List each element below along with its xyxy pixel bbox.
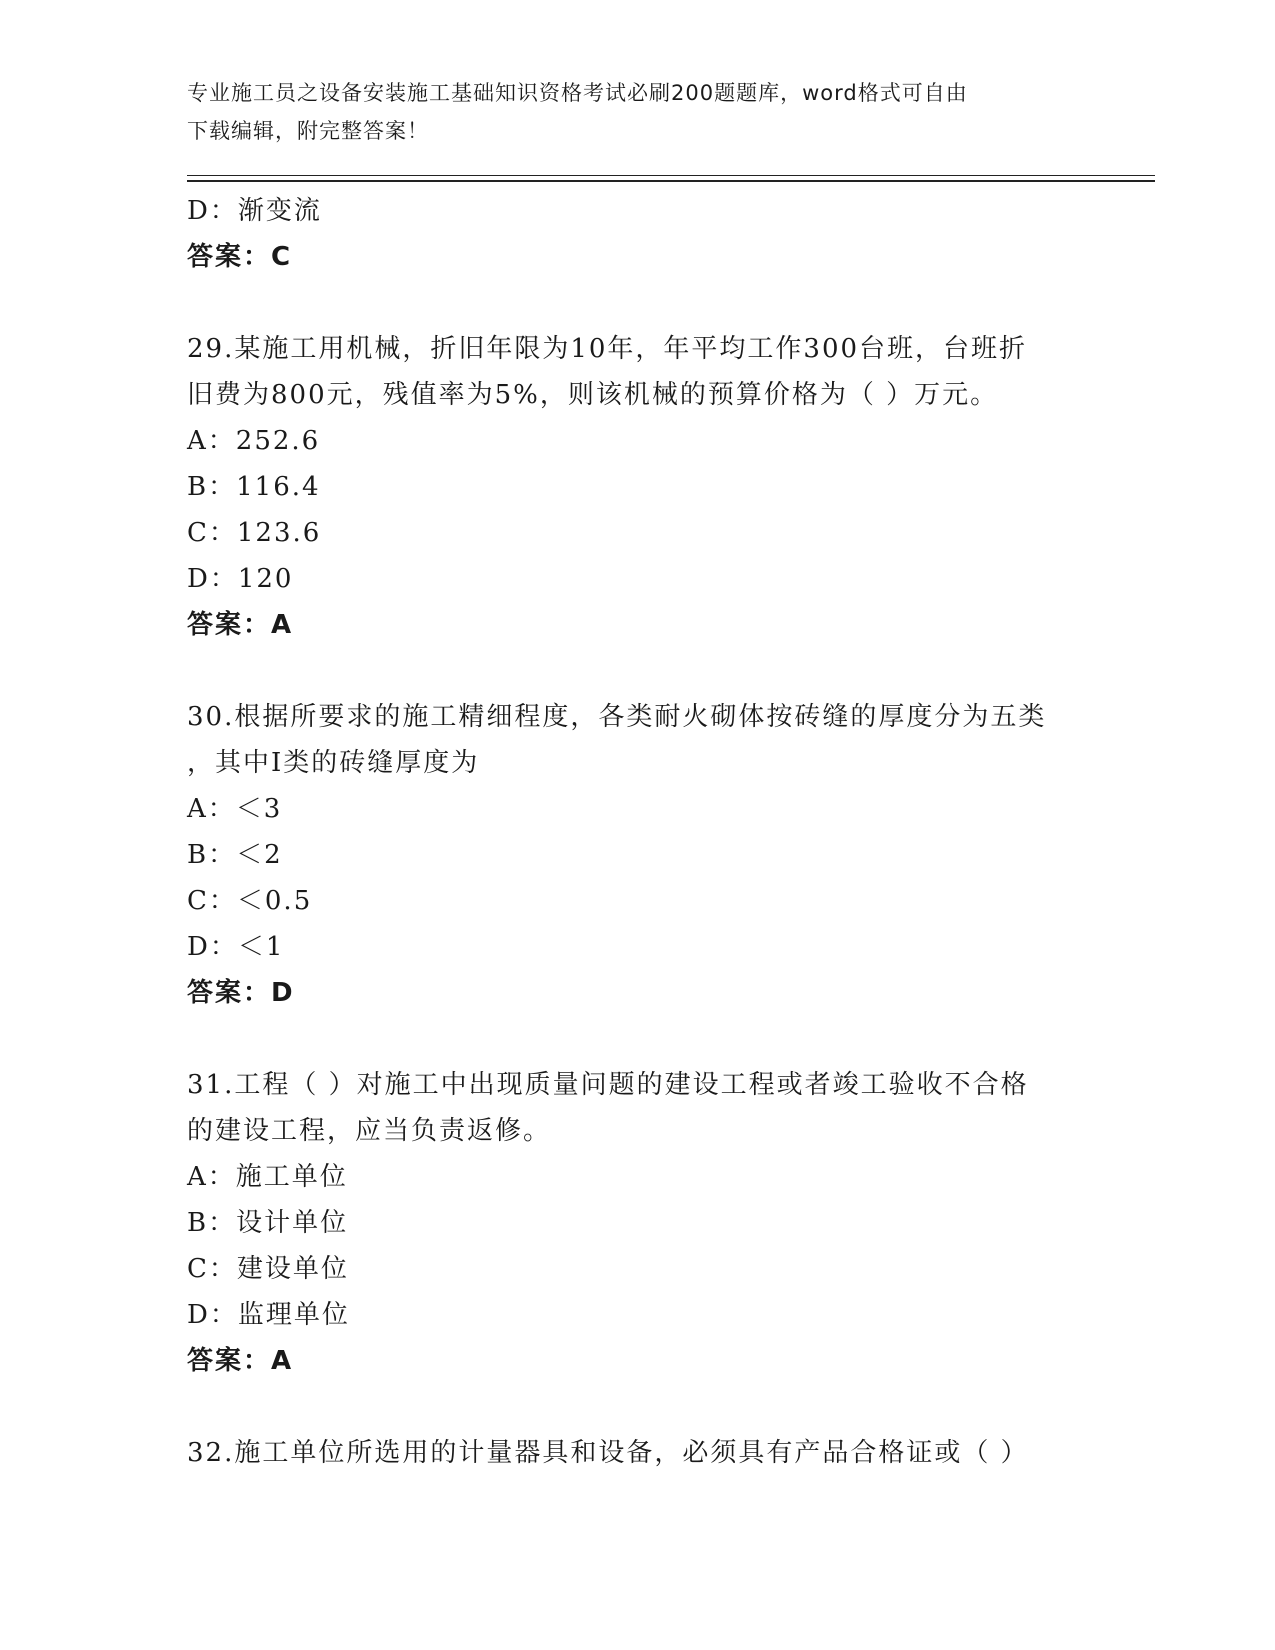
answer: 答案：A: [187, 1346, 294, 1376]
question-stem-line: 30.根据所要求的施工精细程度，各类耐火砌体按砖缝的厚度分为五类: [187, 702, 1047, 732]
option-d: D：监理单位: [187, 1300, 350, 1330]
question-32: [187, 1430, 1087, 1476]
option-a: A：252.6: [187, 426, 321, 456]
option-b: B：116.4: [187, 472, 321, 502]
question-stem-line: 31.工程（ ）对施工中出现质量问题的建设工程或者竣工验收不合格: [187, 1070, 1029, 1100]
question-29: [187, 326, 1087, 648]
option-d: D：120: [187, 564, 294, 594]
option-a: A：施工单位: [187, 1162, 348, 1192]
spacer: [187, 280, 1087, 326]
answer: 答案：D: [187, 978, 295, 1008]
question-stem-line: 旧费为800元，残值率为5%，则该机械的预算价格为（ ）万元。: [187, 380, 999, 410]
prev-answer: 答案：C: [187, 242, 293, 272]
header-divider-thin: [187, 175, 1155, 176]
spacer: [187, 648, 1087, 694]
option-c: C：＜0.5: [187, 886, 313, 916]
header-line-2: 下载编辑，附完整答案！: [187, 119, 429, 143]
option-a: A：＜3: [187, 794, 283, 824]
question-31: [187, 1062, 1087, 1384]
option-b: B：＜2: [187, 840, 283, 870]
question-stem-line: 32.施工单位所选用的计量器具和设备，必须具有产品合格证或（ ）: [187, 1438, 1029, 1468]
question-stem-line: 29.某施工用机械，折旧年限为10年，年平均工作300台班，台班折: [187, 334, 1028, 364]
answer: 答案：A: [187, 610, 294, 640]
option-d: D：＜1: [187, 932, 285, 962]
question-list: [187, 188, 1087, 1476]
option-b: B：设计单位: [187, 1208, 349, 1238]
question-stem-line: ，其中Ⅰ类的砖缝厚度为: [187, 748, 480, 778]
question-stem-line: 的建设工程，应当负责返修。: [187, 1116, 552, 1146]
prev-option-d: D：渐变流: [187, 196, 322, 226]
spacer: [187, 1016, 1087, 1062]
header-divider-thick: [187, 180, 1155, 182]
document-header: [187, 74, 1067, 150]
header-line-1: 专业施工员之设备安装施工基础知识资格考试必刷200题题库，word格式可自由: [187, 81, 968, 105]
option-c: C：123.6: [187, 518, 322, 548]
question-30: [187, 694, 1087, 1016]
spacer: [187, 1384, 1087, 1430]
option-c: C：建设单位: [187, 1254, 349, 1284]
